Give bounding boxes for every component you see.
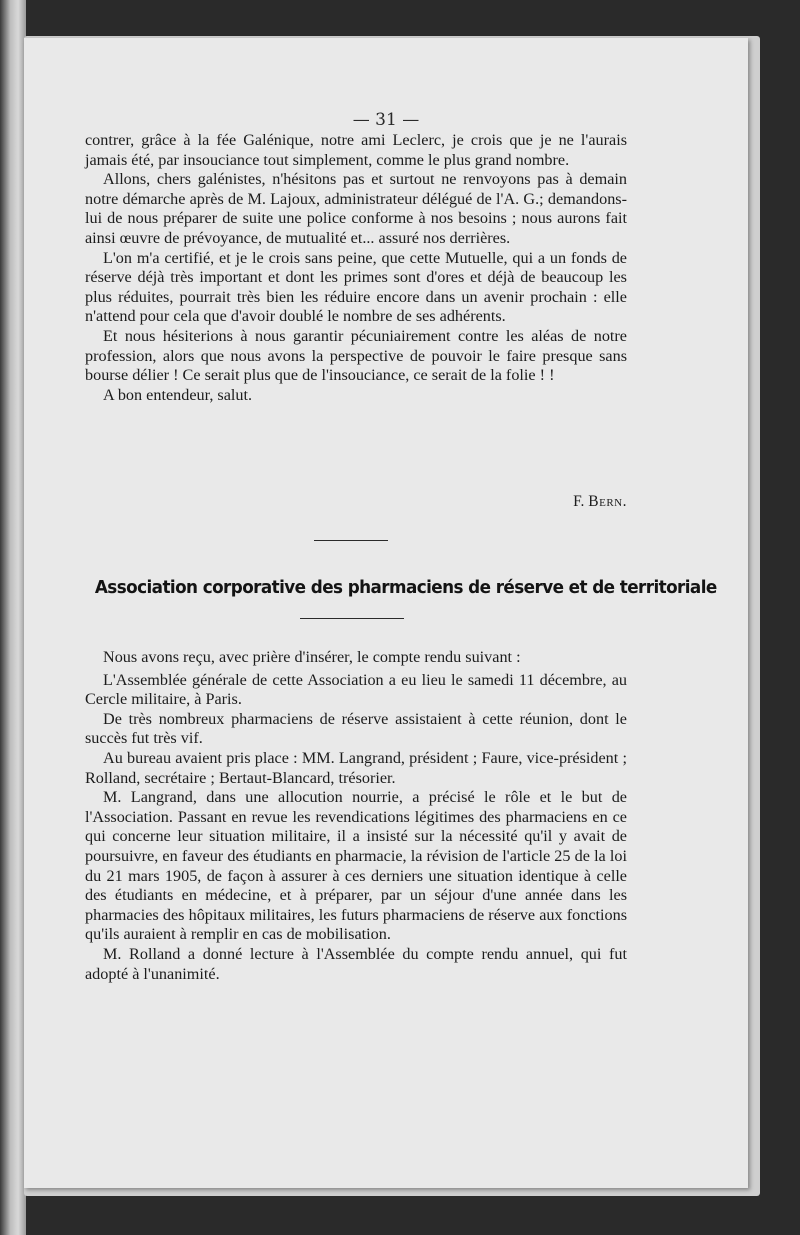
- paragraph: contrer, grâce à la fée Galénique, notre ami Leclerc, je crois que je ne l'aurais jamais été, par insouciance tout simplement, comme le plus grand nombre.: [85, 131, 627, 169]
- paragraph: L'Assemblée générale de cette Association a eu lieu le samedi 11 décembre, au Cercle militaire, à Paris.: [85, 670, 627, 709]
- article-heading: Association corporative des pharmaciens de réserve et de territoriale: [94, 578, 717, 598]
- book-binding-edge: [0, 0, 26, 1235]
- signature-initial: F.: [573, 493, 589, 510]
- signature-name: Bern.: [588, 493, 627, 510]
- paragraph: M. Rolland a donné lecture à l'Assemblée du compte rendu annuel, qui fut adopté à l'unanimité.: [85, 944, 627, 983]
- article-body: [85, 648, 627, 984]
- paragraph: Allons, chers galénistes, n'hésitons pas et surtout ne renvoyons pas à demain notre démarche après de M. Lajoux, administrateur délégué de l'A. G.; demandons-lui de nous préparer de suite une police conforme à nos besoins ; nous aurons fait ainsi œuvre de prévoyance, de mutualité et... assuré nos derrières.: [85, 170, 627, 247]
- author-signature: [85, 493, 627, 511]
- paragraph: Au bureau avaient pris place : MM. Langrand, président ; Faure, vice-président ; Rolland, secrétaire ; Bertaut-Blancard, trésorier.: [85, 748, 627, 787]
- paragraph: A bon entendeur, salut.: [103, 385, 253, 404]
- paragraph: Et nous hésiterions à nous garantir pécuniairement contre les aléas de notre profession, alors que nous avons la perspective de pouvoir le faire presque sans bourse délier ! Ce serait plus que de l'insouciance, ce serait de la folie ! !: [85, 326, 627, 385]
- paragraph: L'on m'a certifié, et je le crois sans peine, que cette Mutuelle, qui a un fonds de réserve déjà très important et dont les primes sont d'ores et déjà de beaucoup les plus réduites, pourrait très bien les réduire encore dans un avenir prochain : elle n'attend pour cela que d'avoir doublé le nombre de ses adhérents.: [85, 248, 627, 326]
- paragraph: De très nombreux pharmaciens de réserve assistaient à cette réunion, dont le succès fut très vif.: [85, 709, 627, 748]
- page-number: — 31 —: [352, 110, 420, 130]
- section-divider: [314, 540, 388, 541]
- paragraph: Nous avons reçu, avec prière d'insérer, le compte rendu suivant :: [103, 648, 521, 666]
- paragraph: M. Langrand, dans une allocution nourrie, a précisé le rôle et le but de l'Association. Passant en revue les revendications légitimes des pharmaciens en ce qui concerne leur situation militaire, il a insisté sur la nécessité qu'il y avait de poursuivre, en faveur des étudiants en pharmacie, la révision de l'article 25 de la loi du 21 mars 1905, de façon à assurer à ces derniers une situation identique à celle des étudiants en médecine, et à préparer, par un séjour d'une année dans les pharmacies des hôpitaux militaires, les futurs pharmaciens de réserve aux fonctions qu'ils auraient à remplir en cas de mobilisation.: [85, 788, 627, 944]
- heading-underline-rule: [300, 618, 404, 619]
- article-body-continued: [85, 131, 627, 405]
- document-page: [24, 38, 748, 1188]
